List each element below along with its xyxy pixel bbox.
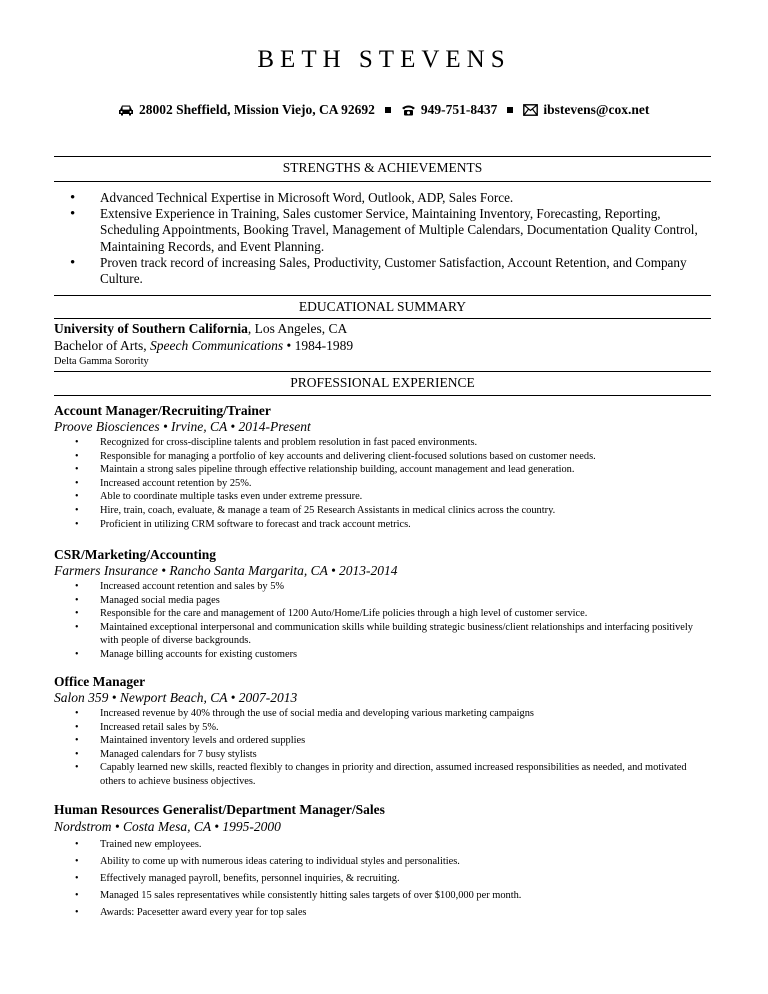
job-bullets	[70, 836, 710, 921]
list-item: • Effectively managed payroll, benefits, personnel inquiries, & recruiting.	[70, 870, 710, 887]
list-item: • Managed social media pages	[70, 594, 710, 608]
list-item: • Maintain a strong sales pipeline through effective relationship building, account management and lead generation.	[70, 463, 710, 477]
school-name: University of Southern California	[54, 321, 248, 336]
list-item: • Maintained exceptional interpersonal and communication skills while building strategic business/client relationships and interfacing positively with people of diverse backgrounds.	[70, 621, 710, 648]
mail-icon	[523, 104, 538, 116]
list-item: • Able to coordinate multiple tasks even under extreme pressure.	[70, 490, 710, 504]
school-location: , Los Angeles, CA	[247, 321, 348, 336]
section-heading-education: EDUCATIONAL SUMMARY	[298, 299, 467, 314]
phone-text: 949-751-8437	[420, 102, 498, 117]
section-heading-experience: PROFESSIONAL EXPERIENCE	[290, 375, 475, 390]
list-item: • Maintained inventory levels and ordered supplies	[70, 734, 710, 748]
job-bullets	[70, 436, 710, 531]
job-title: Human Resources Generalist/Department Manager/Sales	[54, 802, 385, 817]
list-item: • Ability to come up with numerous ideas catering to individual styles and personalities.	[70, 853, 710, 870]
list-item: • Proven track record of increasing Sales, Productivity, Customer Satisfaction, Account Retention, and Company Culture.	[70, 255, 700, 287]
list-item: • Responsible for the care and management of 1200 Auto/Home/Life policies through a high level of customer service.	[70, 607, 710, 621]
list-item: • Extensive Experience in Training, Sales customer Service, Maintaining Inventory, Forecasting, Reporting, Scheduling Appointments, Booking Travel, Management of Multiple Calendars, Documentation Quality Control, Maintaining Records, and Event Planning.	[70, 206, 700, 255]
list-item: • Responsible for managing a portfolio of key accounts and delivering client-focused solutions based on customer needs.	[70, 450, 710, 464]
section-rule	[54, 318, 711, 319]
education-activity: Delta Gamma Sorority	[54, 356, 149, 367]
major: Speech Communications	[149, 338, 284, 353]
section-rule	[54, 181, 711, 182]
list-item: • Advanced Technical Expertise in Microsoft Word, Outlook, ADP, Sales Force.	[70, 190, 700, 206]
job-company: Salon 359 • Newport Beach, CA • 2007-2013	[54, 690, 298, 705]
education-degree-line	[54, 338, 353, 354]
address-text: 28002 Sheffield, Mission Viejo, CA 92692	[139, 102, 375, 117]
separator-square	[507, 107, 513, 113]
education-years: • 1984-1989	[283, 338, 354, 353]
section-heading-strengths: STRENGTHS & ACHIEVEMENTS	[282, 160, 483, 175]
list-item: • Increased retail sales by 5%.	[70, 721, 710, 735]
list-item: • Increased revenue by 40% through the use of social media and developing various marketing campaigns	[70, 707, 710, 721]
education-school-line	[54, 321, 347, 337]
list-item: • Hire, train, coach, evaluate, & manage a team of 25 Research Assistants in medical clinics across the country.	[70, 504, 710, 518]
section-rule	[54, 371, 711, 372]
job-bullets	[70, 580, 710, 662]
separator-square	[385, 107, 391, 113]
car-icon	[118, 104, 134, 116]
job-company: Nordstrom • Costa Mesa, CA • 1995-2000	[54, 819, 281, 834]
list-item: • Increased account retention and sales by 5%	[70, 580, 710, 594]
job-title: CSR/Marketing/Accounting	[54, 547, 216, 562]
job-title: Account Manager/Recruiting/Trainer	[54, 403, 271, 418]
list-item: • Proficient in utilizing CRM software to forecast and track account metrics.	[70, 518, 710, 532]
section-rule	[54, 395, 711, 396]
job-company: Farmers Insurance • Rancho Santa Margarita, CA • 2013-2014	[54, 563, 398, 578]
section-rule	[54, 295, 711, 296]
list-item: • Managed calendars for 7 busy stylists	[70, 748, 710, 762]
list-item: • Managed 15 sales representatives while consistently hitting sales targets of over $100,000 per month.	[70, 887, 710, 904]
list-item: • Manage billing accounts for existing customers	[70, 648, 710, 662]
list-item: • Recognized for cross-discipline talents and problem resolution in fast paced environments.	[70, 436, 710, 450]
email-link[interactable]: ibstevens@cox.net	[543, 102, 650, 117]
job-bullets	[70, 707, 710, 789]
job-company: Proove Biosciences • Irvine, CA • 2014-Present	[54, 419, 311, 434]
list-item: • Increased account retention by 25%.	[70, 477, 710, 491]
contact-line	[118, 102, 649, 118]
list-item: • Awards: Pacesetter award every year for top sales	[70, 904, 710, 921]
candidate-name: BETH STEVENS	[257, 46, 511, 73]
strengths-list	[70, 190, 700, 287]
phone-icon	[401, 104, 416, 116]
list-item: • Trained new employees.	[70, 836, 710, 853]
section-rule	[54, 156, 711, 157]
job-title: Office Manager	[54, 674, 146, 689]
degree: Bachelor of Arts,	[54, 338, 150, 353]
list-item: • Capably learned new skills, reacted flexibly to changes in priority and direction, assumed increased responsibilities as needed, and motivated others to achieve business objectives.	[70, 761, 710, 788]
